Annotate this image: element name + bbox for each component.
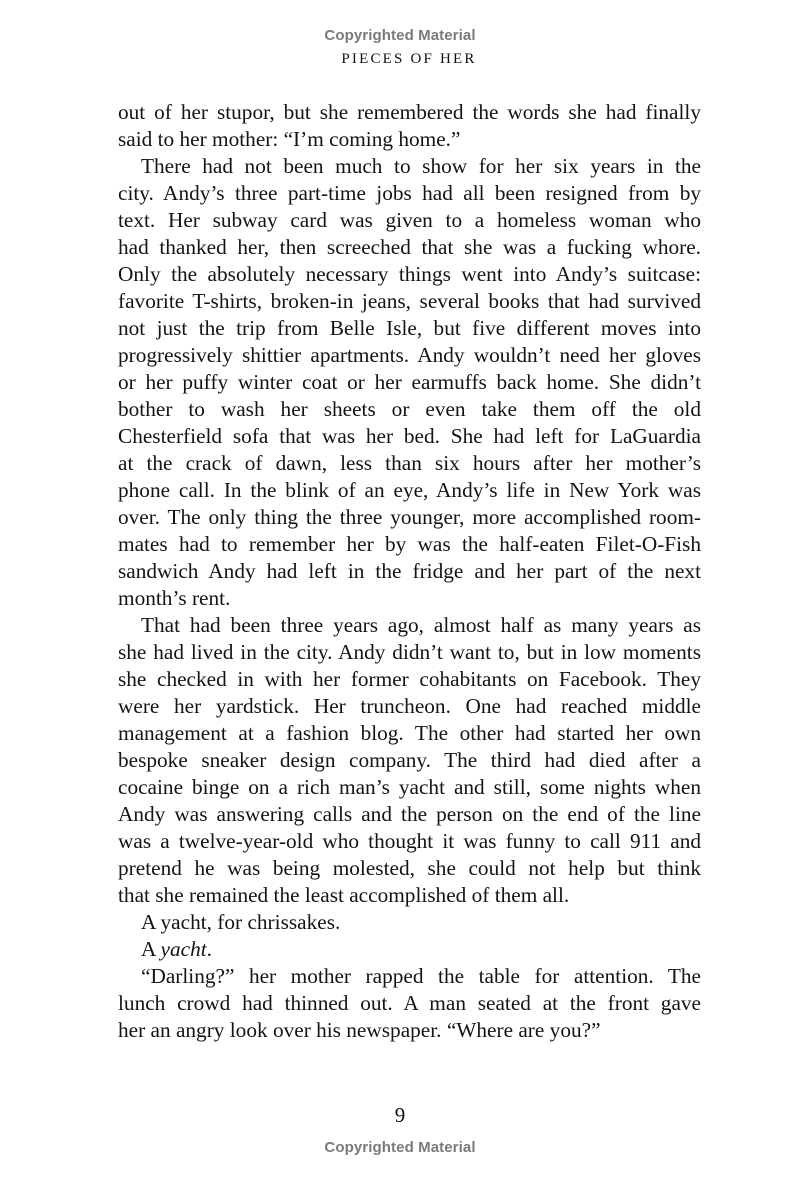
text-line: pretend he was being molested, she could not help but think (118, 856, 701, 880)
text-line: bespoke sneaker design company. The third had died after a (118, 748, 701, 772)
text-line: not just the trip from Belle Isle, but five different moves into (118, 316, 701, 340)
text-line: mates had to remember her by was the half-eaten Filet-O-Fish (118, 532, 701, 556)
text-line: had thanked her, then screeched that she was a fucking whore. (118, 235, 701, 259)
text-line: Only the absolutely necessary things went into Andy’s suitcase: (118, 262, 701, 286)
text-line: lunch crowd had thinned out. A man seated at the front gave (118, 991, 701, 1015)
text-line: over. The only thing the three younger, more accomplished room- (118, 505, 701, 529)
text-line: were her yardstick. Her truncheon. One had reached middle (118, 694, 701, 718)
paragraph-start-line (118, 936, 701, 963)
paragraph-start-line: A yacht, for chrissakes. (141, 910, 341, 934)
text-segment: A (141, 937, 161, 961)
italic-emphasis: yacht (160, 937, 207, 961)
text-line: said to her mother: “I’m coming home.” (118, 127, 461, 151)
text-line: was a twelve-year-old who thought it was funny to call 911 and (118, 829, 701, 853)
copyright-watermark-bottom: Copyrighted Material (324, 1139, 476, 1156)
text-line: she had lived in the city. Andy didn’t want to, but in low moments (118, 640, 701, 664)
text-line: phone call. In the blink of an eye, Andy’s life in New York was (118, 478, 701, 502)
paragraph-start-line: “Darling?” her mother rapped the table for attention. The (141, 964, 701, 988)
text-line: bother to wash her sheets or even take them off the old (118, 397, 701, 421)
text-line: or her puffy winter coat or her earmuffs back home. She didn’t (118, 370, 701, 394)
text-line: favorite T-shirts, broken-in jeans, several books that had survived (118, 289, 701, 313)
text-line: progressively shittier apartments. Andy wouldn’t need her gloves (118, 343, 701, 367)
page-body-text (118, 99, 701, 1044)
text-line: sandwich Andy had left in the fridge and her part of the next (118, 559, 701, 583)
text-line: she checked in with her former cohabitants on Facebook. They (118, 667, 701, 691)
text-line: management at a fashion blog. The other had started her own (118, 721, 701, 745)
text-line: at the crack of dawn, less than six hours after her mother’s (118, 451, 701, 475)
running-head-title: PIECES OF HER (341, 51, 477, 67)
text-segment: . (206, 937, 212, 961)
text-line: Andy was answering calls and the person on the end of the line (118, 802, 701, 826)
page-number: 9 (394, 1103, 406, 1127)
text-line: Chesterfield sofa that was her bed. She had left for LaGuardia (118, 424, 701, 448)
text-line: out of her stupor, but she remembered the words she had finally (118, 100, 701, 124)
paragraph-start-line: That had been three years ago, almost half as many years as (141, 613, 701, 637)
text-line: that she remained the least accomplished of them all. (118, 883, 570, 907)
text-line: cocaine binge on a rich man’s yacht and still, some nights when (118, 775, 701, 799)
text-line: text. Her subway card was given to a homeless woman who (118, 208, 701, 232)
paragraph-start-line: There had not been much to show for her six years in the (141, 154, 701, 178)
text-line: her an angry look over his newspaper. “Where are you?” (118, 1018, 601, 1042)
text-line: month’s rent. (118, 586, 231, 610)
text-line: city. Andy’s three part-time jobs had all been resigned from by (118, 181, 701, 205)
copyright-watermark-top: Copyrighted Material (324, 27, 476, 44)
